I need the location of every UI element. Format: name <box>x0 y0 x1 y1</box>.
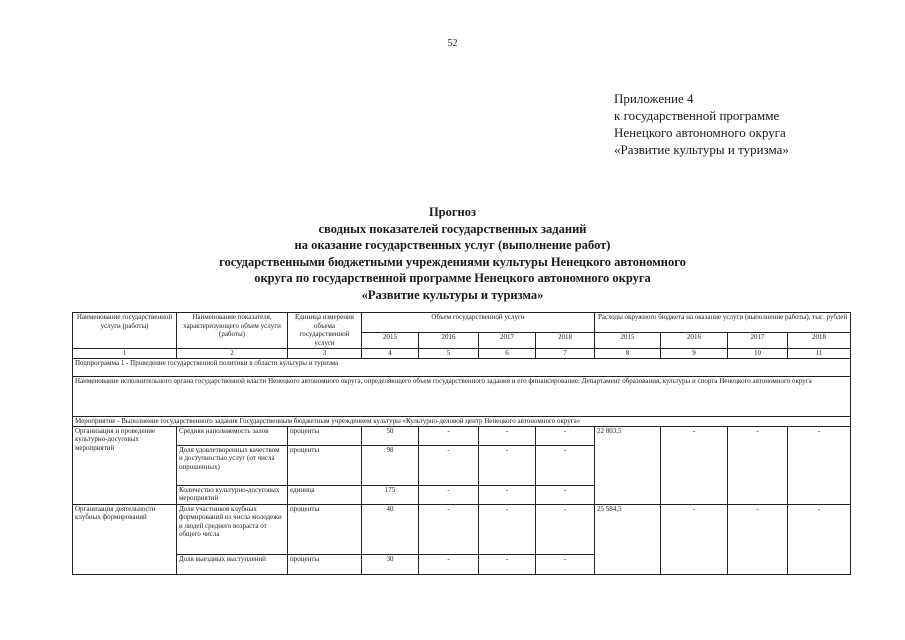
expense-cell: - <box>728 504 788 574</box>
title-line: государственными бюджетными учреждениями культуры Ненецкого автономного <box>219 254 686 269</box>
header-year: 2017 <box>728 333 788 349</box>
executive-body-row: Наименование исполнительного органа государственной власти Ненецкого автономного округа, определяющего объем государственного задания и его финансирование: Департамент образования, культуры и спорта Ненецкого автономного округа <box>73 376 851 416</box>
header-indicator-name: Наименование показателя, характеризующего объем услуги (работы) <box>177 313 288 349</box>
column-number: 7 <box>536 349 595 359</box>
volume-cell: 30 <box>362 554 419 574</box>
volume-cell: - <box>479 504 536 554</box>
expense-cell: - <box>728 426 788 504</box>
column-number: 8 <box>595 349 661 359</box>
unit-cell: единица <box>288 485 362 504</box>
header-year: 2018 <box>536 333 595 349</box>
volume-cell: 40 <box>362 504 419 554</box>
volume-cell: - <box>419 445 479 485</box>
volume-cell: - <box>419 485 479 504</box>
volume-cell: - <box>536 485 595 504</box>
volume-cell: - <box>419 426 479 445</box>
column-number: 3 <box>288 349 362 359</box>
volume-cell: 175 <box>362 485 419 504</box>
unit-cell: проценты <box>288 426 362 445</box>
expense-cell: - <box>661 504 728 574</box>
expense-cell: 22 803,5 <box>595 426 661 504</box>
title-line: «Развитие культуры и туризма» <box>361 287 544 302</box>
page-number: 52 <box>447 38 458 49</box>
header-expense-group: Расходы окружного бюджета на оказание услуги (выполнение работы), тыс. рублей <box>595 313 851 333</box>
column-number: 5 <box>419 349 479 359</box>
measure-row: Мероприятие - Выполнение государственного задания Государственным бюджетным учреждением культуры «Культурно-деловой центр Ненецкого автономного округа» <box>73 416 851 426</box>
expense-cell: 25 584,5 <box>595 504 661 574</box>
volume-cell: - <box>536 554 595 574</box>
appendix-line: Приложение 4 <box>614 91 694 106</box>
title-line: на оказание государственных услуг (выполнение работ) <box>294 238 611 252</box>
title-line: округа по государственной программе Ненецкого автономного округа <box>254 271 651 285</box>
appendix-line: к государственной программе <box>614 108 780 123</box>
indicator-cell: Доля удовлетворенных качеством и доступностью услуг (от числа опрошенных) <box>177 445 288 485</box>
appendix-line: «Развитие культуры и туризма» <box>614 142 789 157</box>
column-number: 2 <box>177 349 288 359</box>
unit-cell: проценты <box>288 554 362 574</box>
header-service-name: Наименование государственной услуги (работы) <box>73 313 177 349</box>
unit-cell: проценты <box>288 504 362 554</box>
indicator-cell: Доля участников клубных формирований из числа молодежи и людей среднего возраста от общего числа <box>177 504 288 554</box>
volume-cell: - <box>536 504 595 554</box>
volume-cell: - <box>479 485 536 504</box>
title-line: Прогноз <box>428 205 477 219</box>
column-number: 10 <box>728 349 788 359</box>
volume-cell: 98 <box>362 445 419 485</box>
header-year: 2015 <box>362 333 419 349</box>
expense-cell: - <box>661 426 728 504</box>
header-year: 2016 <box>419 333 479 349</box>
indicator-cell: Доля выездных выступлений <box>177 554 288 574</box>
header-volume-group: Объем государственной услуги <box>362 313 595 333</box>
expense-cell: - <box>788 426 851 504</box>
column-number: 4 <box>362 349 419 359</box>
column-number: 1 <box>73 349 177 359</box>
column-number: 6 <box>479 349 536 359</box>
indicator-cell: Средняя наполняемость залов <box>177 426 288 445</box>
volume-cell: - <box>479 445 536 485</box>
subprogram-row: Подпрограмма 1 - Проведение государственной политики в области культуры и туризма <box>73 358 851 376</box>
header-year: 2016 <box>661 333 728 349</box>
volume-cell: - <box>419 554 479 574</box>
header-year: 2018 <box>788 333 851 349</box>
column-number: 11 <box>788 349 851 359</box>
volume-cell: - <box>479 554 536 574</box>
service-name-cell: Организация деятельности клубных формирований <box>73 504 177 574</box>
appendix-note <box>614 90 789 158</box>
title-line: сводных показателей государственных заданий <box>318 221 587 236</box>
indicator-cell: Количество культурно-досуговых мероприятий <box>177 485 288 504</box>
volume-cell: - <box>536 445 595 485</box>
document-title <box>0 204 905 303</box>
appendix-line: Ненецкого автономного округа <box>614 125 786 140</box>
forecast-table <box>72 312 851 575</box>
volume-cell: - <box>479 426 536 445</box>
expense-cell: - <box>788 504 851 574</box>
column-number: 9 <box>661 349 728 359</box>
header-year: 2017 <box>479 333 536 349</box>
service-name-cell: Организация и проведение культурно-досуговых мероприятий <box>73 426 177 504</box>
header-unit: Единица измерения объема государственной услуги <box>288 313 362 349</box>
volume-cell: - <box>536 426 595 445</box>
volume-cell: 50 <box>362 426 419 445</box>
unit-cell: проценты <box>288 445 362 485</box>
volume-cell: - <box>419 504 479 554</box>
header-year: 2015 <box>595 333 661 349</box>
